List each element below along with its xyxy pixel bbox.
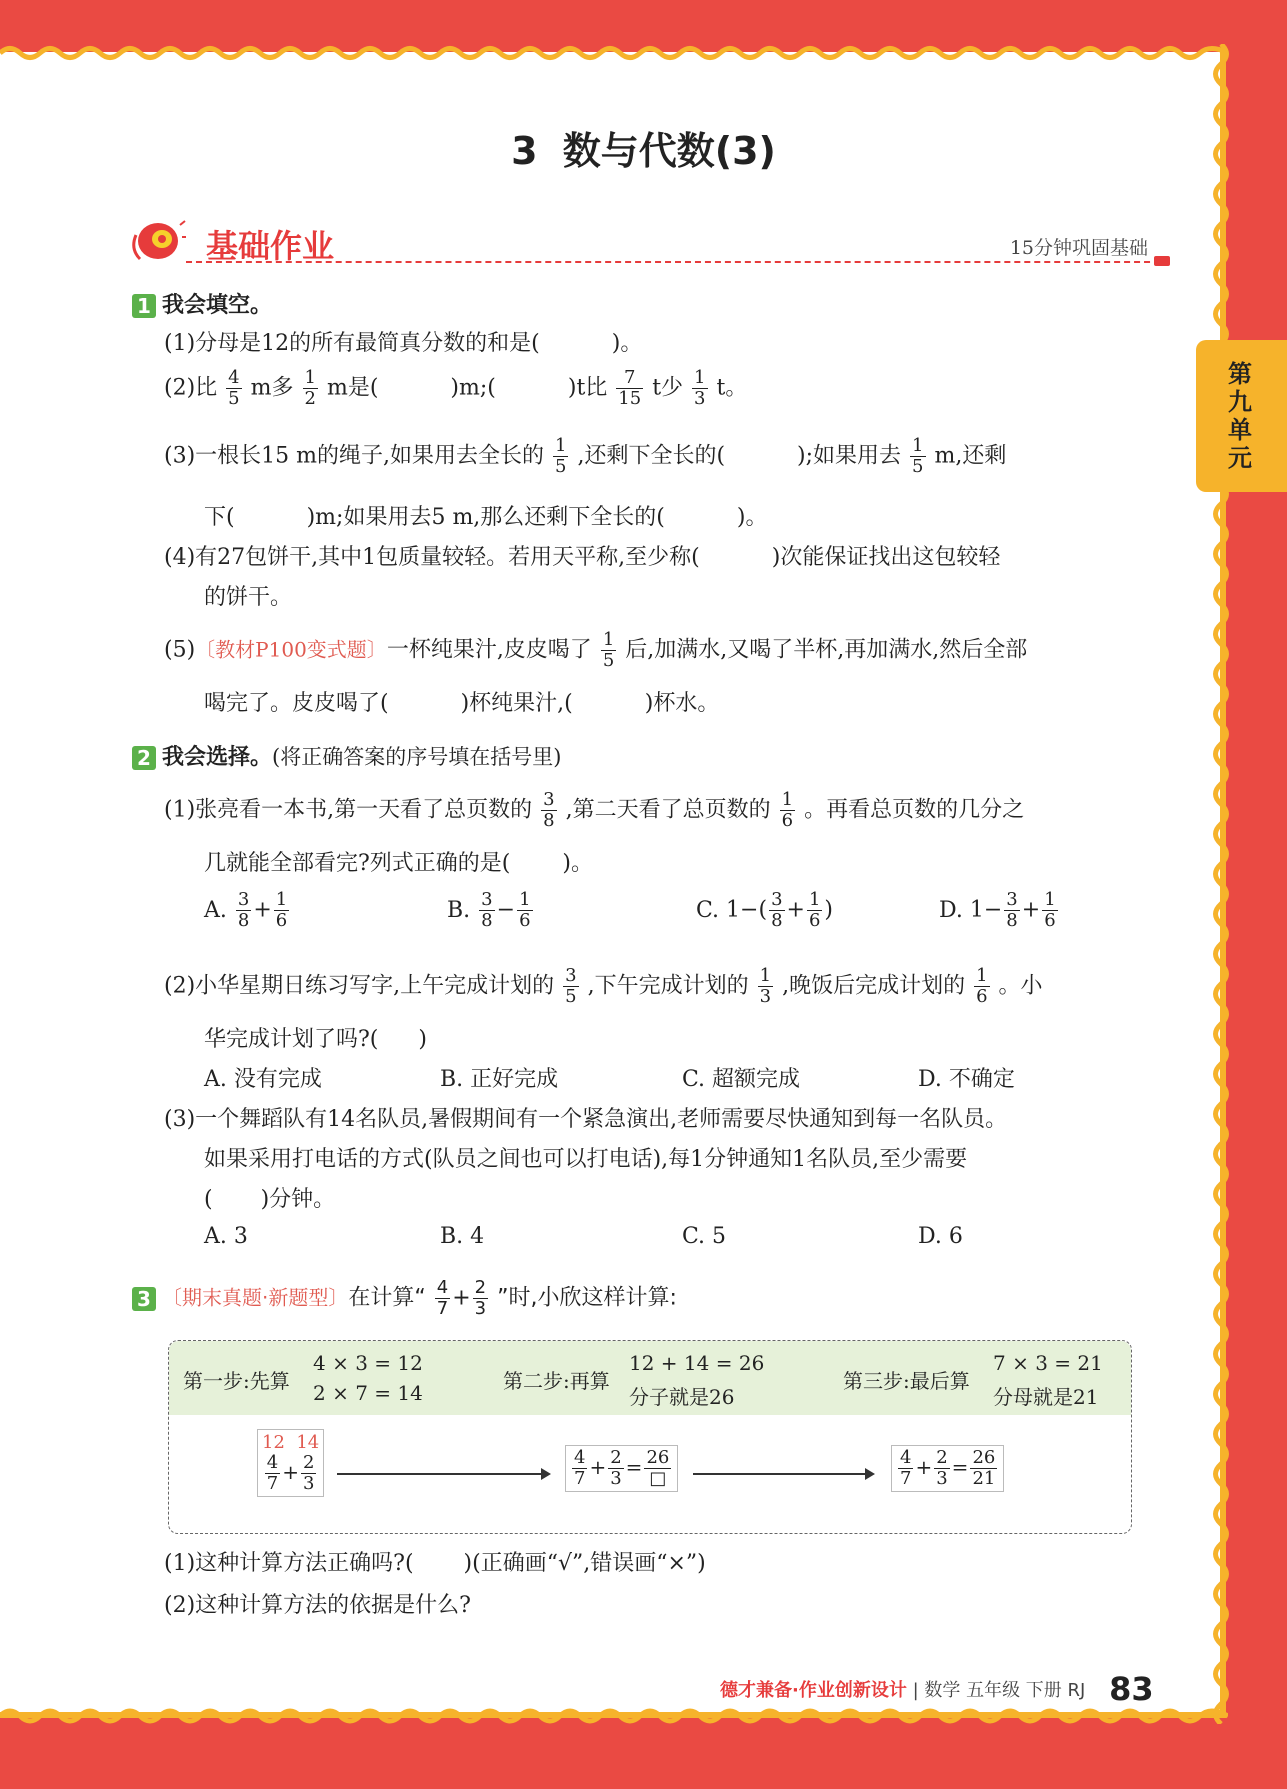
q1-item-4 xyxy=(164,540,1000,571)
arrow-2-icon xyxy=(693,1473,873,1475)
q1-item-3 xyxy=(164,436,1006,477)
q2-item-2-d: 。小 xyxy=(998,973,1043,999)
page-title xyxy=(0,120,1287,175)
q2-item-3-cont: 如果采用打电话的方式(队员之间也可以打电话),每1分钟通知1名队员,至少需要 xyxy=(204,1147,968,1172)
q2-item-2-f: ) xyxy=(418,1027,427,1052)
q2-item-1-d: 几就能全部看完?列式正确的是( xyxy=(204,851,511,876)
q2-item-1-e: )。 xyxy=(562,851,593,876)
step-3-label: 第三步:最后算 xyxy=(843,1369,970,1393)
step-1-eq-2: 2 × 7 = 14 xyxy=(313,1381,423,1405)
q1-item-3-e: 下( xyxy=(204,505,235,530)
q1-item-5-e: )杯纯果汁,( xyxy=(460,691,573,716)
question-1-title: 我会填空。 xyxy=(162,293,273,318)
option-b[interactable]: B. $\frac{3}{8}$ − $\frac{1}{6}$ xyxy=(447,889,531,931)
q2-item-2-e: 华完成计划了吗?( xyxy=(204,1027,379,1052)
option-b[interactable]: B. 4 xyxy=(440,1224,485,1249)
q1-item-5-f: )杯水。 xyxy=(644,691,720,716)
fraction-1-3: $\frac{1}{3}$ xyxy=(694,367,706,409)
section-label: 基础作业 xyxy=(206,227,335,265)
q2-item-3-c: ( xyxy=(204,1187,213,1212)
q1-item-4-b: )次能保证找出这包较轻 xyxy=(771,545,1001,570)
q2-item-1-c: 。再看总页数的几分之 xyxy=(804,797,1025,823)
fraction-7-15: $\frac{7}{15}$ xyxy=(618,367,642,409)
step-1-eq-1: 4 × 3 = 12 xyxy=(313,1351,423,1375)
q2-item-1-a: (1)张亮看一本书,第一天看了总页数的 xyxy=(164,797,533,823)
q3-sub-2: (2)这种计算方法的依据是什么? xyxy=(164,1593,471,1618)
decorative-wave-top xyxy=(0,44,1228,62)
option-c[interactable]: C. 5 xyxy=(682,1224,727,1249)
step-3-eq-2: 分母就是21 xyxy=(993,1385,1099,1409)
fraction-1-5-b: $\frac{1}{5}$ xyxy=(912,435,924,477)
q1-item-2-c: m是( xyxy=(326,375,379,401)
q1-item-2-d: )m;( xyxy=(450,375,496,401)
fraction-4-7: $\frac{4}{7}$ xyxy=(436,1277,449,1319)
q1-item-3-b: ,还剩下全长的( xyxy=(577,443,726,469)
q2-item-2-options xyxy=(204,1062,1015,1093)
step-1-label: 第一步:先算 xyxy=(183,1369,290,1393)
question-1-heading xyxy=(132,288,272,319)
page-footer xyxy=(720,1670,1154,1708)
fraction-1-6-b: $\frac{1}{6}$ xyxy=(976,965,988,1007)
question-2-title: 我会选择。 xyxy=(162,745,273,770)
decorative-wave-right xyxy=(1210,44,1232,1724)
q2-item-3-d: )分钟。 xyxy=(260,1187,336,1212)
q1-item-5 xyxy=(164,630,1027,671)
q1-item-3-d: m,还剩 xyxy=(934,443,1007,469)
q1-item-2 xyxy=(164,368,747,409)
q1-item-3-a: (3)一根长15 m的绳子,如果用去全长的 xyxy=(164,443,545,469)
q3-sub-1 xyxy=(164,1546,706,1577)
unit-side-tab-label: 第九单元 xyxy=(1228,360,1252,472)
section-divider xyxy=(186,261,1170,263)
question-3-tag: 〔期末真题·新题型〕 xyxy=(162,1285,349,1310)
calculation-steps-box xyxy=(168,1340,1132,1534)
q1-item-2-g: t。 xyxy=(716,375,748,401)
arrow-1-icon xyxy=(337,1473,549,1475)
fraction-1-2: $\frac{1}{2}$ xyxy=(304,367,316,409)
q1-item-3-g: )。 xyxy=(736,505,768,530)
q2-item-2-c: ,晚饭后完成计划的 xyxy=(782,973,966,999)
option-d[interactable]: D. 不确定 xyxy=(918,1067,1015,1092)
step-2-eq-1: 12 + 14 = 26 xyxy=(629,1351,765,1375)
option-b[interactable]: B. 正好完成 xyxy=(440,1067,559,1092)
section-time: 15分钟巩固基础 xyxy=(1009,237,1148,259)
step-2-label: 第二步:再算 xyxy=(503,1369,610,1393)
q2-item-2-cont xyxy=(204,1022,427,1053)
fraction-3-8: $\frac{3}{8}$ xyxy=(543,789,555,831)
megaphone-icon xyxy=(130,215,186,265)
page-number: 83 xyxy=(1109,1670,1154,1708)
fraction-3-5: $\frac{3}{5}$ xyxy=(565,965,577,1007)
q1-item-3-f: )m;如果用去5 m,那么还剩下全长的( xyxy=(306,505,665,530)
fraction-1-3-b: $\frac{1}{3}$ xyxy=(759,965,772,1007)
step-2-eq-2: 分子就是26 xyxy=(629,1385,735,1409)
decorative-wave-bottom xyxy=(0,1706,1228,1726)
question-1-number: 1 xyxy=(132,294,156,318)
section-header xyxy=(130,215,1170,265)
option-d[interactable]: D. 6 xyxy=(918,1224,963,1249)
calc-box-2: $\frac{4}{7}$ + $\frac{2}{3}$ = $\frac{26}{□}$ xyxy=(565,1445,678,1492)
option-d[interactable]: D. 1− $\frac{3}{8}$ + $\frac{1}{6}$ xyxy=(939,889,1056,931)
q1-item-5-a: (5) xyxy=(164,637,196,663)
option-c-letter: C. xyxy=(696,897,720,923)
step-3-eq-1: 7 × 3 = 21 xyxy=(993,1351,1103,1375)
q2-item-2-a: (2)小华星期日练习写字,上午完成计划的 xyxy=(164,973,555,999)
q1-item-5-c: 后,加满水,又喝了半杯,再加满水,然后全部 xyxy=(625,637,1028,663)
question-3-heading: 3 〔期末真题·新题型〕在计算“ $\frac{4}{7}$ + $\frac{2}{3}$ ”时,小欣这样计算: xyxy=(132,1278,677,1319)
q1-item-3-c: );如果用去 xyxy=(797,443,902,469)
question-2-note: (将正确答案的序号填在括号里) xyxy=(272,745,562,769)
question-3-head-b: ”时,小欣这样计算: xyxy=(497,1285,677,1311)
q1-item-2-f: t少 xyxy=(652,375,684,401)
q1-item-1 xyxy=(164,326,642,357)
question-3-head-a: 在计算“ xyxy=(348,1285,426,1311)
q2-item-3-cont2 xyxy=(204,1182,335,1213)
q3-sub-1-end: )(正确画“√”,错误画“×”) xyxy=(463,1551,706,1576)
q2-item-3: (3)一个舞蹈队有14名队员,暑假期间有一个紧急演出,老师需要尽快通知到每一名队员。 xyxy=(164,1107,1008,1132)
fraction-1-5-c: $\frac{1}{5}$ xyxy=(602,629,615,671)
q1-item-1-text: (1)分母是12的所有最简真分数的和是( xyxy=(164,331,540,356)
q1-item-4-a: (4)有27包饼干,其中1包质量较轻。若用天平称,至少称( xyxy=(164,545,700,570)
q2-item-1-options xyxy=(204,890,1060,931)
calc-box-1: 12 14 $\frac{4}{7}$ + $\frac{2}{3}$ xyxy=(257,1429,324,1497)
calc-box-3-denominator: 21 xyxy=(972,1468,996,1489)
option-a[interactable]: A. 没有完成 xyxy=(204,1067,322,1092)
unit-side-tab xyxy=(1196,340,1287,492)
calc-box-2-numerator: 26 xyxy=(646,1447,670,1468)
option-b-letter: B. xyxy=(447,897,471,923)
q1-item-2-a: (2)比 xyxy=(164,375,218,401)
calc-box-3: $\frac{4}{7}$ + $\frac{2}{3}$ = $\frac{26}{21}$ xyxy=(891,1445,1004,1492)
option-a[interactable]: A. 3 xyxy=(204,1224,248,1249)
question-2-heading xyxy=(132,740,561,771)
q1-item-4-cont: 的饼干。 xyxy=(204,585,293,610)
footer-brand: 德才兼备·作业创新设计 xyxy=(720,1680,907,1701)
q1-item-2-e: )t比 xyxy=(567,375,608,401)
option-c[interactable]: C. 超额完成 xyxy=(682,1067,801,1092)
title-number: 3 xyxy=(511,129,538,173)
fraction-1-5: $\frac{1}{5}$ xyxy=(555,435,567,477)
q2-item-2 xyxy=(164,966,1043,1007)
fraction-2-3: $\frac{2}{3}$ xyxy=(474,1277,487,1319)
section-divider-end xyxy=(1154,256,1170,266)
q1-item-5-cont xyxy=(204,686,719,717)
q1-item-2-b: m多 xyxy=(250,375,294,401)
calc-box-3-numerator: 26 xyxy=(972,1447,996,1468)
question-3-number: 3 xyxy=(132,1287,156,1311)
q1-item-3-cont xyxy=(204,500,767,531)
option-c[interactable]: C. 1−( $\frac{3}{8}$ + $\frac{1}{6}$ ) xyxy=(696,889,833,931)
q2-item-2-b: ,下午完成计划的 xyxy=(587,973,749,999)
option-a-letter: A. xyxy=(204,897,227,923)
question-2-number: 2 xyxy=(132,746,156,770)
q1-item-1-end: )。 xyxy=(611,331,643,356)
fraction-1-6: $\frac{1}{6}$ xyxy=(781,789,794,831)
q1-item-5-d: 喝完了。皮皮喝了( xyxy=(204,691,389,716)
calc-box-1-products: 12 14 xyxy=(262,1432,320,1453)
q2-item-1-cont xyxy=(204,846,593,877)
q2-item-3-options xyxy=(204,1224,963,1249)
fraction-4-5: $\frac{4}{5}$ xyxy=(228,367,240,409)
option-a[interactable]: A. $\frac{3}{8}$ + $\frac{1}{6}$ xyxy=(204,889,288,931)
q1-item-5-tag: 〔教材P100变式题〕 xyxy=(195,637,387,662)
title-text: 数与代数(3) xyxy=(562,129,776,173)
q3-sub-1-text: (1)这种计算方法正确吗?( xyxy=(164,1551,414,1576)
q2-item-1 xyxy=(164,790,1024,831)
option-d-letter: D. xyxy=(939,897,963,923)
footer-info: | 数学 五年级 下册 RJ xyxy=(912,1680,1086,1701)
q2-item-1-b: ,第二天看了总页数的 xyxy=(565,797,771,823)
q1-item-5-b: 一杯纯果汁,皮皮喝了 xyxy=(386,637,592,663)
